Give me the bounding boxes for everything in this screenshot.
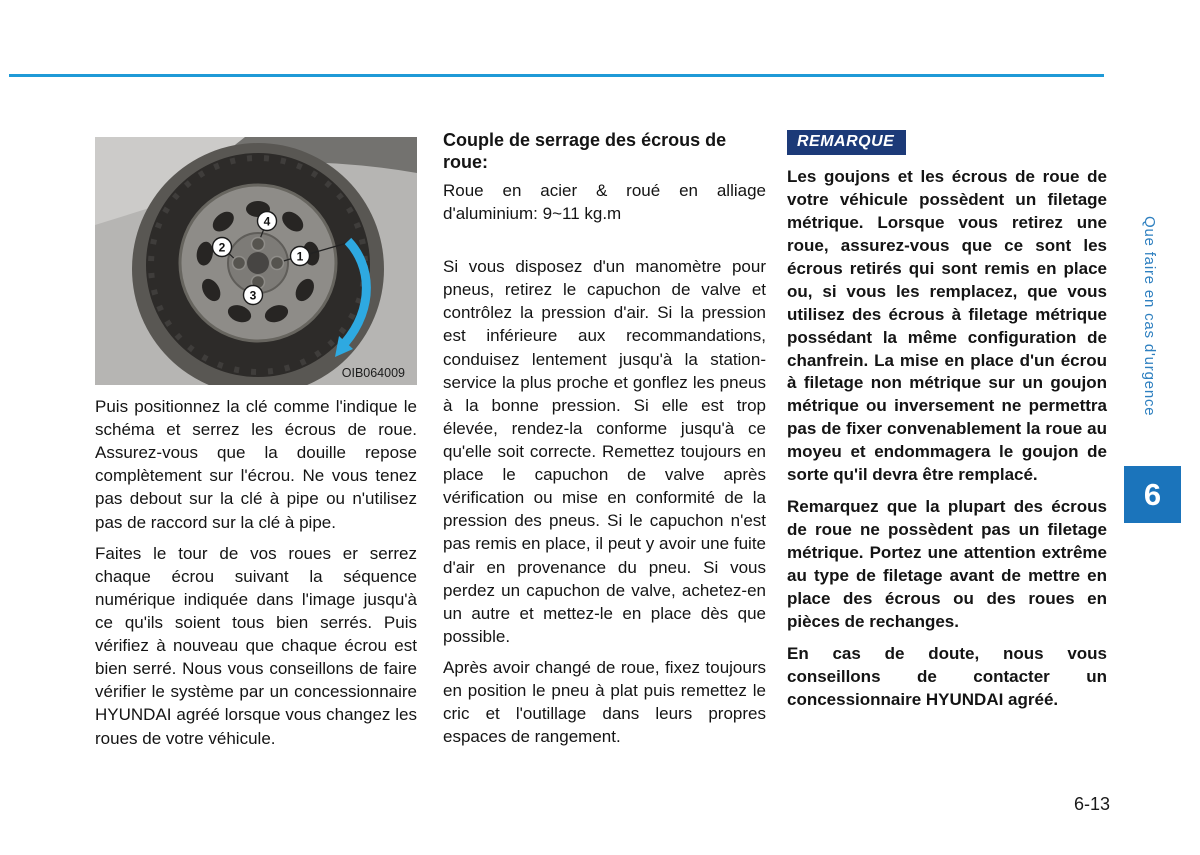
- wheel-photo: [95, 137, 417, 385]
- chapter-number-tab: 6: [1124, 466, 1181, 523]
- figure-caption: OIB064009: [341, 366, 405, 380]
- notice-column: [787, 130, 1107, 721]
- callout-2: 2: [218, 240, 226, 255]
- left-paragraph-1: Puis positionnez la clé comme l'indique le schéma et serrez les écrous de roue. Assurez-vous que la douille repose complètement sur l'écrou. Ne vous tenez pas debout sur la clé à pipe ou n'utilisez pas de raccord sur la clé à pipe.: [95, 397, 417, 532]
- callout-1: 1: [296, 249, 304, 264]
- section-heading: Couple de serrage des écrous de roue:: [443, 130, 727, 172]
- notice-paragraph-3: En cas de doute, nous vous conseillons de contacter un concessionnaire HYUNDAI agréé.: [787, 643, 1107, 709]
- notice-header: REMARQUE: [787, 130, 906, 155]
- middle-paragraph-2: Après avoir changé de roue, fixez toujours en position le pneu à plat puis remettez le cric et l'outillage dans leurs propres espaces de rangement.: [443, 657, 766, 747]
- middle-paragraph-1: Si vous disposez d'un manomètre pour pneus, retirez le capuchon de valve et contrôlez la pression d'air. Si la pression est inférieure aux recommandations, conduisez lentement jusqu'à la station-service la plus proche et gonflez les pneus à la bonne pression. Si elle est trop élevée, rendez-la conforme jusqu'à ce qu'elle soit correcte. Remettez toujours en place le capuchon de valve après vérification ou mise en conformité de la pression des pneus. Si le capuchon n'est pas remis en place, il peut y avoir une fuite d'air en provenance du pneu. Si vous perdez un capuchon de valve, achetez-en un autre et mettez-le en place dès que possible.: [443, 257, 766, 646]
- page-number: 6-13: [1074, 794, 1111, 814]
- left-column: [95, 137, 417, 758]
- wheel-photo-figure: [95, 137, 417, 385]
- callout-3: 3: [249, 288, 257, 303]
- notice-paragraph-1: Les goujons et les écrous de roue de votre véhicule possèdent un filetage métrique. Lorsque vous retirez une roue, assurez-vous que ce sont les écrous retirés qui sont remis en place ou, si vous les remplacez, que vous utilisez des écrous à filetage métrique possédant la même configuration de chanfrein. La mise en place d'un écrou à filetage non métrique sur un goujon métrique ou inversement ne permettra pas de fixer convenablement la roue au moyeu et endommagera le goujon de sorte qu'il devra être remplacé.: [787, 167, 1107, 485]
- hub-bore: [247, 252, 269, 274]
- torque-spec-line: Roue en acier & roué en alliage d'aluminium: 9~11 kg.m: [443, 180, 766, 224]
- left-paragraph-2: Faites le tour de vos roues er serrez chaque écrou suivant la séquence numérique indiquée dans l'image jusqu'à ce qu'ils soient tous bien serrés. Puis vérifiez à nouveau que chaque écrou est bien serré. Nous vous conseillons de faire vérifier le système par un concessionnaire HYUNDAI agréé lorsque vous changez les roues de votre véhicule.: [95, 543, 417, 748]
- callout-4: 4: [263, 214, 271, 229]
- notice-paragraph-2: Remarquez que la plupart des écrous de roue ne possèdent pas un filetage métrique. Portez une attention extrême au type de filetage avant de mettre en place des écrous ou des roues en pièces de rechanges.: [787, 497, 1107, 631]
- chapter-title-vertical: Que faire en cas d'urgence: [1141, 216, 1158, 417]
- middle-column: [443, 130, 766, 756]
- top-rule: [9, 74, 1104, 77]
